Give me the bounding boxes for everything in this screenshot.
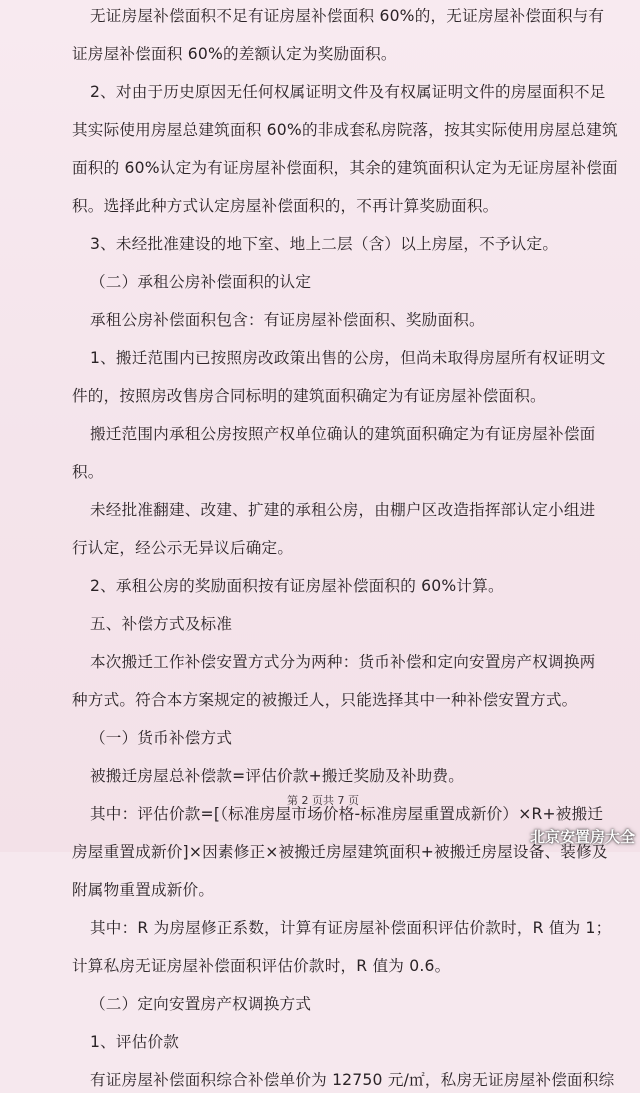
text-line: 承租公房补偿面积包含：有证房屋补偿面积、奖励面积。 <box>90 311 485 329</box>
text-line: 未经批准翻建、改建、扩建的承租公房，由棚户区改造指挥部认定小组进 <box>90 501 596 519</box>
watermark: 北京安置房大全 <box>530 828 636 846</box>
text-line: 无证房屋补偿面积不足有证房屋补偿面积 60%的，无证房屋补偿面积与有 <box>90 7 605 25</box>
text-line: 其实际使用房屋总建筑面积 60%的非成套私房院落，按其实际使用房屋总建筑 <box>72 121 618 139</box>
text-line: 附属物重置成新价。 <box>72 881 215 899</box>
text-line: 本次搬迁工作补偿安置方式分为两种：货币补偿和定向安置房产权调换两 <box>90 653 596 671</box>
text-line: 件的，按照房改售房合同标明的建筑面积确定为有证房屋补偿面积。 <box>72 387 546 405</box>
text-line: 房屋重置成新价]×因素修正×被搬迁房屋建筑面积+被搬迁房屋设备、装修及 <box>72 843 608 861</box>
text-line: 2、承租公房的奖励面积按有证房屋补偿面积的 60%计算。 <box>90 577 504 595</box>
section-heading: （二）承租公房补偿面积的认定 <box>90 273 312 291</box>
text-line: 行认定，经公示无异议后确定。 <box>72 539 294 557</box>
text-line: 1、评估价款 <box>90 1033 180 1051</box>
text-line: 搬迁范围内承租公房按照产权单位确认的建筑面积确定为有证房屋补偿面 <box>90 425 596 443</box>
text-line: 其中：R 为房屋修正系数，计算有证房屋补偿面积评估价款时，R 值为 1； <box>90 919 612 937</box>
text-line: 2、对由于历史原因无任何权属证明文件及有权属证明文件的房屋面积不足 <box>90 83 606 101</box>
section-heading: （二）定向安置房产权调换方式 <box>90 995 312 1013</box>
text-line: 其中：评估价款=[（标准房屋市场价格-标准房屋重置成新价）×R+被搬迁 <box>90 805 604 823</box>
document-body <box>72 4 618 1093</box>
text-line: 有证房屋补偿面积综合补偿单价为 12750 元/㎡，私房无证房屋补偿面积综 <box>90 1071 615 1089</box>
text-line: 被搬迁房屋总补偿款=评估价款+搬迁奖励及补助费。 <box>90 767 464 785</box>
text-line: 积。 <box>72 463 104 481</box>
section-heading: 五、补偿方式及标准 <box>90 615 233 633</box>
text-line: 积。选择此种方式认定房屋补偿面积的，不再计算奖励面积。 <box>72 197 499 215</box>
text-line: 计算私房无证房屋补偿面积评估价款时，R 值为 0.6。 <box>72 957 451 975</box>
section-heading: （一）货币补偿方式 <box>90 729 233 747</box>
page-number: 第 2 页共 7 页 <box>287 794 359 807</box>
text-line: 证房屋补偿面积 60%的差额认定为奖励面积。 <box>72 45 397 63</box>
text-line: 3、未经批准建设的地下室、地上二层（含）以上房屋，不予认定。 <box>90 235 559 253</box>
text-line: 种方式。符合本方案规定的被搬迁人，只能选择其中一种补偿安置方式。 <box>72 691 578 709</box>
text-line: 1、搬迁范围内已按照房改政策出售的公房，但尚未取得房屋所有权证明文 <box>90 349 606 367</box>
text-line: 面积的 60%认定为有证房屋补偿面积，其余的建筑面积认定为无证房屋补偿面 <box>72 159 618 177</box>
